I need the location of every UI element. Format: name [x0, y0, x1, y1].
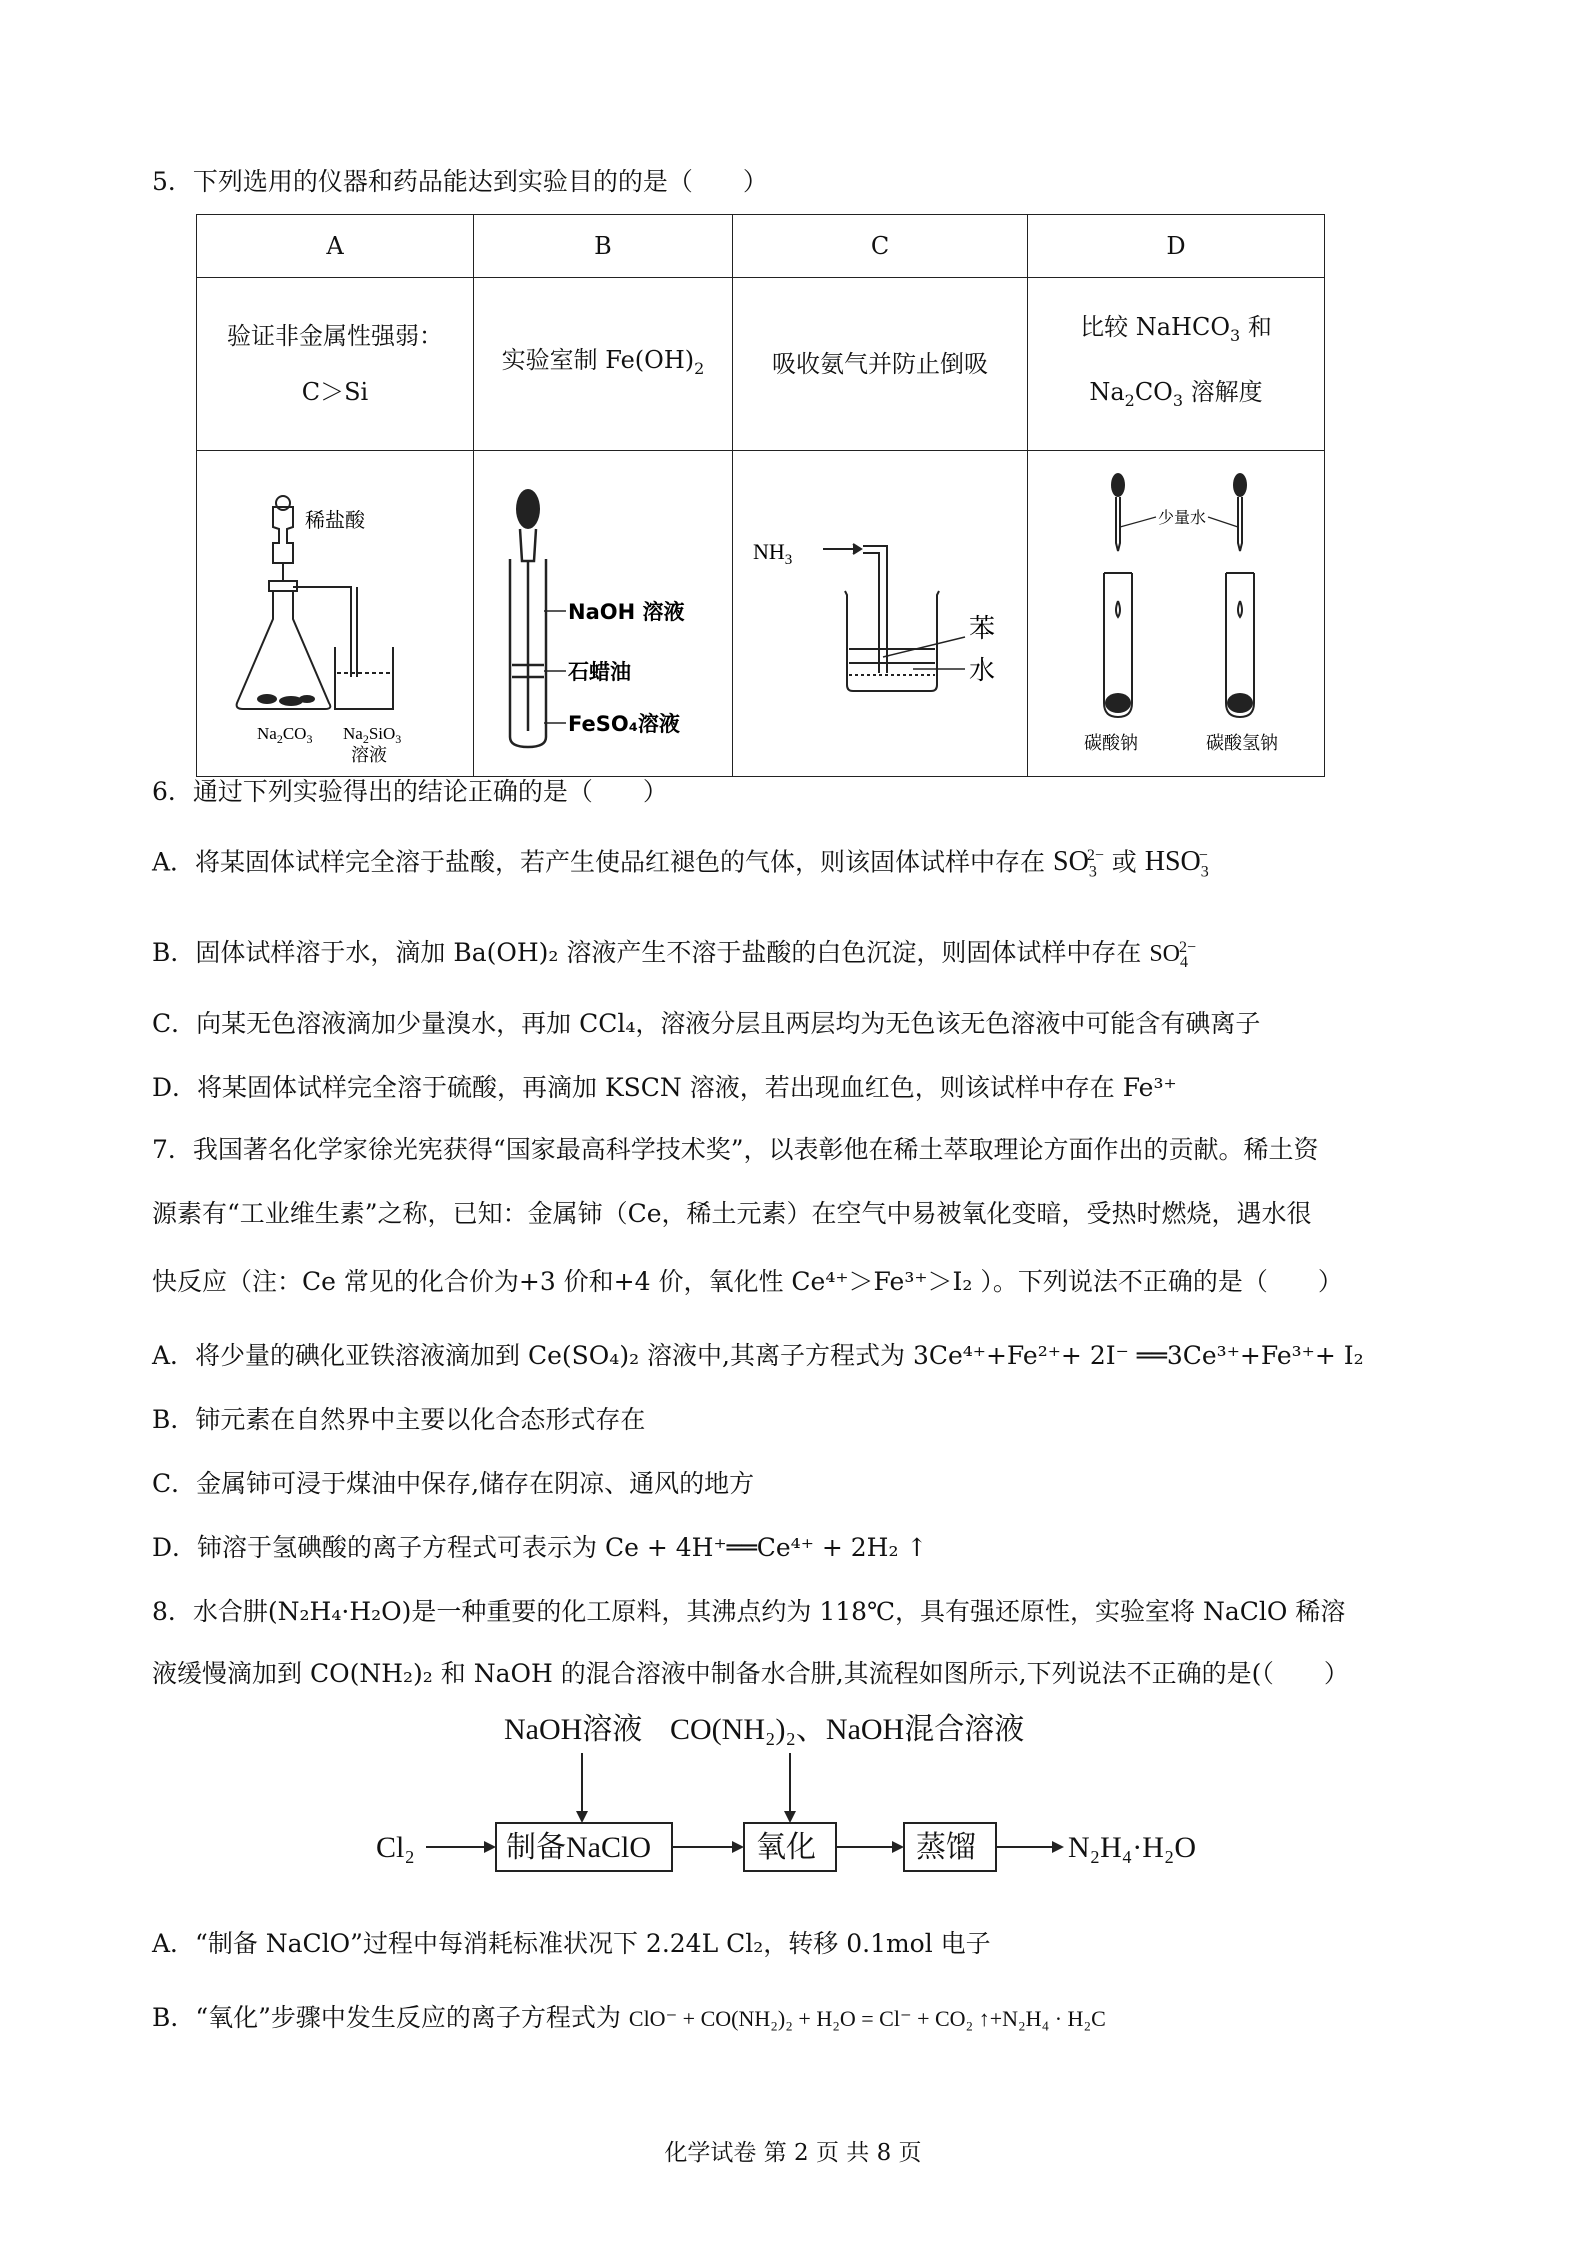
q5-c-apparatus: [733, 451, 1028, 777]
q7-line3: 快反应（注：Ce 常见的化合价为+3 价和+4 价，氧化性 Ce⁴⁺＞Fe³⁺＞I₂ ）。下列说法不正确的是（ ）: [152, 1267, 1343, 1296]
q5-a-label-na2co3: $Na_2CO_3$: [257, 724, 313, 746]
q7-option-c: C．金属铈可浸于煤油中保存,储存在阴凉、通风的地方: [152, 1469, 755, 1498]
q7-option-d: D．铈溶于氢碘酸的离子方程式可表示为 Ce + 4H⁺══Ce⁴⁺ + 2H₂ ↑: [152, 1533, 928, 1562]
q5-d-purpose-solubility: 溶解度: [1190, 378, 1263, 406]
q8-option-a: A．“制备 NaClO”过程中每消耗标准状况下 2.24L Cl₂，转移 0.1mol 电子: [152, 1929, 991, 1958]
q6-option-b: [152, 930, 1196, 981]
q5-a-label-na2sio3: $Na_2SiO_3$: [343, 724, 402, 746]
q5-d-purpose-line2: Na: [1089, 378, 1125, 406]
q6-option-b-sulfate: $SO_4^{2-}$: [1149, 939, 1197, 971]
q5-d-label-left: 碳酸钠: [1084, 733, 1138, 754]
q5-c-label-water: 水: [969, 656, 996, 686]
q5-a-label-solution: 溶液: [351, 745, 387, 763]
q8-option-b: [152, 2000, 1106, 2037]
q5-a-purpose-line1: 验证非金属性强弱：: [227, 322, 443, 350]
q5-d-purpose-and: 和: [1247, 313, 1272, 342]
q8-flow-input1: NaOH溶液: [504, 1713, 643, 1746]
q8-option-b-text: B．“氧化”步骤中发生反应的离子方程式为: [152, 2003, 621, 2032]
q6-option-d: D．将某固体试样完全溶于硫酸，再滴加 KSCN 溶液，若出现血红色，则该试样中存在 Fe³⁺: [152, 1073, 1177, 1102]
q7-line2: 源素有“工业维生素”之称，已知：金属铈（Ce，稀土元素）在空气中易被氧化变暗，受热时燃烧，遇水很: [152, 1199, 1312, 1228]
q5-a-apparatus: [197, 451, 474, 777]
q8-flow-start: Cl₂: [376, 1831, 415, 1864]
q8-flow-step1: 制备NaClO: [506, 1831, 651, 1864]
q6-option-a-bisulfite: $HSO_3^-$: [1144, 846, 1209, 881]
q6-option-a: [152, 838, 1208, 891]
q8-flow-step3: 蒸馏: [916, 1831, 976, 1864]
q7-option-b: B．铈元素在自然界中主要以化合态形式存在: [152, 1405, 646, 1434]
q5-b-label-naoh: NaOH 溶液: [568, 600, 685, 624]
q5-header-a: A: [197, 215, 474, 278]
q7-line1: 7．我国著名化学家徐光宪获得“国家最高科学技术奖”，以表彰他在稀土萃取理论方面作出的贡献。稀土资: [152, 1135, 1319, 1164]
page-footer: 化学试卷 第 2 页 共 8 页: [664, 2140, 922, 2166]
q5-c-diagram: [733, 451, 1027, 763]
q7-option-a: A．将少量的碘化亚铁溶液滴加到 Ce(SO₄)₂ 溶液中,其离子方程式为 3Ce⁴⁺+Fe²⁺+ 2I⁻ ══3Ce³⁺+Fe³⁺+ I₂: [152, 1341, 1364, 1370]
q5-d-label-water: 少量水: [1158, 508, 1207, 527]
q8-line1: 8．水合肼(N₂H₄·H₂O)是一种重要的化工原料，其沸点约为 118℃，具有强还原性，实验室将 NaClO 稀溶: [152, 1597, 1346, 1626]
q5-header-b: B: [474, 215, 733, 278]
q5-header-d: D: [1028, 215, 1325, 278]
q5-d-purpose: 比较 NaHCO$_3$ 和 $Na_2CO_3$ 溶解度: [1028, 278, 1325, 451]
q5-b-purpose-text: 实验室制 Fe(OH): [501, 345, 695, 374]
q8-flowchart: [370, 1705, 1250, 1885]
q6-option-a-text: A．将某固体试样完全溶于盐酸，若产生使品红褪色的气体，则该固体试样中存在: [152, 847, 1046, 877]
q5-b-label-wax: 石蜡油: [568, 660, 631, 684]
q8-option-b-equation: ClO⁻ + CO(NH₂)₂ + H₂O = Cl⁻ + CO₂ ↑+N₂H₄ · H₂C: [628, 2006, 1106, 2031]
q5-b-label-feso4: FeSO₄溶液: [568, 712, 680, 736]
q5-d-purpose-line1: 比较 NaHCO: [1080, 313, 1231, 342]
q5-b-apparatus: [474, 451, 733, 777]
q5-stem: 5．下列选用的仪器和药品能达到实验目的的是（ ）: [152, 167, 768, 196]
q8-flow-product: N₂H₄·H₂O: [1068, 1831, 1197, 1864]
q6-option-b-text: B．固体试样溶于水，滴加 Ba(OH)₂ 溶液产生不溶于盐酸的白色沉淀，则固体试样中存在: [152, 938, 1142, 967]
q5-a-label-acid: 稀盐酸: [305, 508, 365, 532]
q8-line2: 液缓慢滴加到 CO(NH₂)₂ 和 NaOH 的混合溶液中制备水合肼,其流程如图所示,下列说法不正确的是(（ ）: [152, 1659, 1349, 1688]
q5-b-diagram: [474, 451, 732, 763]
q6-stem: 6．通过下列实验得出的结论正确的是（ ）: [152, 777, 668, 806]
q5-table: [196, 214, 1325, 777]
q8-flow-input2: CO(NH₂)₂、NaOH混合溶液: [670, 1713, 1025, 1746]
q5-d-apparatus: [1028, 451, 1325, 777]
q5-d-label-right: 碳酸氢钠: [1206, 733, 1278, 754]
q5-c-label-benzene: 苯: [969, 614, 996, 644]
q5-header-c: C: [733, 215, 1028, 278]
q5-a-purpose-line2: C＞Si: [301, 378, 369, 406]
q5-a-purpose: [197, 278, 474, 451]
q5-a-diagram: [197, 451, 473, 763]
q5-b-purpose: 实验室制 $Fe(OH)_2$: [474, 278, 733, 451]
q5-c-label-nh3: $NH_3$: [753, 539, 793, 568]
q6-option-a-sulfite: $SO_3^{2-}$: [1053, 846, 1104, 881]
q5-d-diagram: [1028, 451, 1324, 763]
q6-option-a-or: 或: [1111, 847, 1137, 877]
q5-c-purpose: 吸收氨气并防止倒吸: [733, 278, 1028, 451]
q6-option-c: C．向某无色溶液滴加少量溴水，再加 CCl₄，溶液分层且两层均为无色该无色溶液中可能含有碘离子: [152, 1009, 1261, 1038]
q8-flow-step2: 氧化: [756, 1831, 816, 1864]
